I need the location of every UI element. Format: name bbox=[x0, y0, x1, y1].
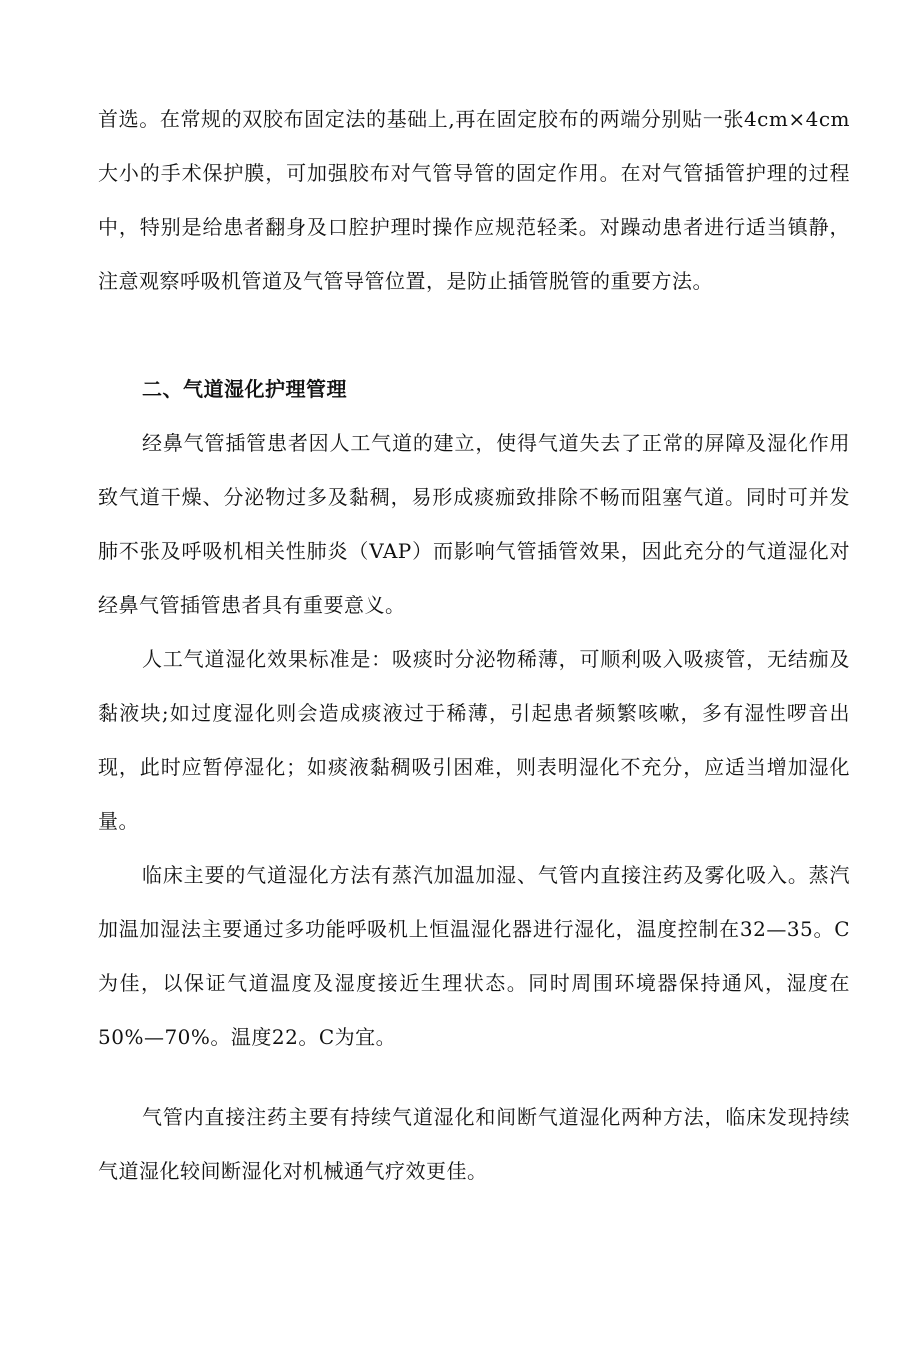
paragraph-humidification-standard: 人工气道湿化效果标准是：吸痰时分泌物稀薄，可顺利吸入吸痰管，无结痂及黏液块;如过度湿化则会造成痰液过于稀薄，引起患者频繁咳嗽，多有湿性啰音出现，此时应暂停湿化；如痰液黏稠吸引困难，则表明湿化不充分，应适当增加湿化量。 bbox=[98, 647, 850, 833]
paragraph-direct-injection: 气管内直接注药主要有持续气道湿化和间断气道湿化两种方法，临床发现持续气道湿化较间断湿化对机械通气疗效更佳。 bbox=[98, 1105, 850, 1183]
paragraph-fixation-methods: 首选。在常规的双胶布固定法的基础上,再在固定胶布的两端分别贴一张4cm×4cm大小的手术保护膜，可加强胶布对气管导管的固定作用。在对气管插管护理的过程中，特别是给患者翻身及口腔护理时操作应规范轻柔。对躁动患者进行适当镇静，注意观察呼吸机管道及气管导管位置，是防止插管脱管的重要方法。 bbox=[98, 107, 850, 293]
paragraph-humidification-methods: 临床主要的气道湿化方法有蒸汽加温加湿、气管内直接注药及雾化吸入。蒸汽加温加湿法主要通过多功能呼吸机上恒温湿化器进行湿化，温度控制在32—35。C为佳，以保证气道温度及湿度接近生理状态。同时周围环境器保持通风，湿度在50%—70%。温度22。C为宜。 bbox=[98, 863, 850, 1049]
paragraph-humidification-importance: 经鼻气管插管患者因人工气道的建立，使得气道失去了正常的屏障及湿化作用致气道干燥、分泌物过多及黏稠，易形成痰痂致排除不畅而阻塞气道。同时可并发肺不张及呼吸机相关性肺炎（VAP）而影响气管插管效果，因此充分的气道湿化对经鼻气管插管患者具有重要意义。 bbox=[98, 431, 850, 617]
section-heading-airway-humidification: 二、气道湿化护理管理 bbox=[142, 377, 347, 401]
